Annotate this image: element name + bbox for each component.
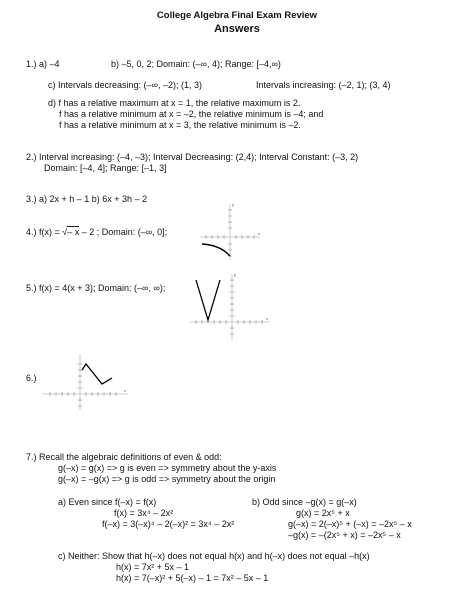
q7-even-definition: g(–x) = g(x) => g is even => symmetry about the y-axis <box>58 463 277 473</box>
svg-text:x: x <box>266 316 268 321</box>
q7-a-line1: a) Even since f(–x) = f(x) <box>58 497 157 507</box>
q7-c-line3: h(x) = 7(–x)² + 5(–x) – 1 = 7x² – 5x – 1 <box>116 573 269 583</box>
q4-curve <box>202 244 230 256</box>
q1-part-b: b) –5, 0, 2; Domain: (–∞, 4); Range: [–4,∞) <box>111 59 281 69</box>
q4-radicand: – x <box>67 227 80 237</box>
q4-graph <box>196 200 264 262</box>
svg-text:x: x <box>258 231 260 236</box>
svg-text:y: y <box>234 272 236 277</box>
q7-intro: 7.) Recall the algebraic definitions of even & odd: <box>26 452 222 462</box>
q7-b-line4: –g(x) = –(2x⁵ + x) = –2x⁵ – x <box>288 530 401 540</box>
q7-odd-definition: g(–x) = –g(x) => g is odd => symmetry about the origin <box>58 474 276 484</box>
q7-b-line3: g(–x) = 2(–x)⁵ + (–x) = –2x⁵ – x <box>288 519 412 529</box>
q7-b-line1: b) Odd since –g(x) = g(–x) <box>252 497 357 507</box>
q5-graph <box>188 270 272 342</box>
q1-part-d-line3: f has a relative minimum at x = 3, the relative minimum is –2. <box>59 120 301 130</box>
sqrt-symbol: √ <box>62 227 68 237</box>
q6-polyline <box>82 364 112 384</box>
q2-line2: Domain: [–4, 4]; Range: [–1, 3] <box>44 163 167 173</box>
q4-rest: – 2 ; Domain: (–∞, 0]; <box>79 227 168 237</box>
q1-part-c-decreasing: c) Intervals decreasing: (–∞, –2); (1, 3) <box>48 80 202 90</box>
q7-a-line2: f(x) = 3x⁴ – 2x² <box>114 508 174 518</box>
q1-part-d-line2: f has a relative minimum at x = –2, the relative minimum is –4; and <box>59 109 324 119</box>
q4-text <box>26 227 167 238</box>
q6-graph <box>40 350 130 412</box>
q7-b-line2: g(x) = 2x⁵ + x <box>296 508 350 518</box>
q6-label: 6.) <box>26 373 37 383</box>
q4-label: 4.) f(x) = <box>26 227 63 237</box>
q1-part-a: 1.) a) –4 <box>26 59 60 69</box>
q1-part-d-line1: d) f has a relative maximum at x = 1, the relative maximum is 2. <box>48 98 301 108</box>
svg-text:y: y <box>232 202 234 207</box>
page-subtitle: Answers <box>214 23 260 35</box>
q5-vee <box>196 280 220 320</box>
q7-c-line2: h(x) = 7x² + 5x – 1 <box>116 562 190 572</box>
q7-c-line1: c) Neither: Show that h(–x) does not equal h(x) and h(–x) does not equal –h(x) <box>58 551 370 561</box>
q7-a-line3: f(–x) = 3(–x)⁴ – 2(–x)² = 3x⁴ – 2x² <box>102 519 235 529</box>
q2-line1: 2.) Interval increasing: (–4, –3); Interval Decreasing: (2,4); Interval Constant: (–3, 2) <box>26 152 359 162</box>
q1-part-c-increasing: Intervals increasing: (–2, 1); (3, 4) <box>256 80 391 90</box>
page-title: College Algebra Final Exam Review <box>156 10 318 21</box>
q3-text: 3.) a) 2x + h – 1 b) 6x + 3h – 2 <box>26 194 148 204</box>
svg-text:x: x <box>124 388 126 393</box>
q5-text: 5.) f(x) = 4(x + 3); Domain: (–∞, ∞); <box>26 283 166 293</box>
